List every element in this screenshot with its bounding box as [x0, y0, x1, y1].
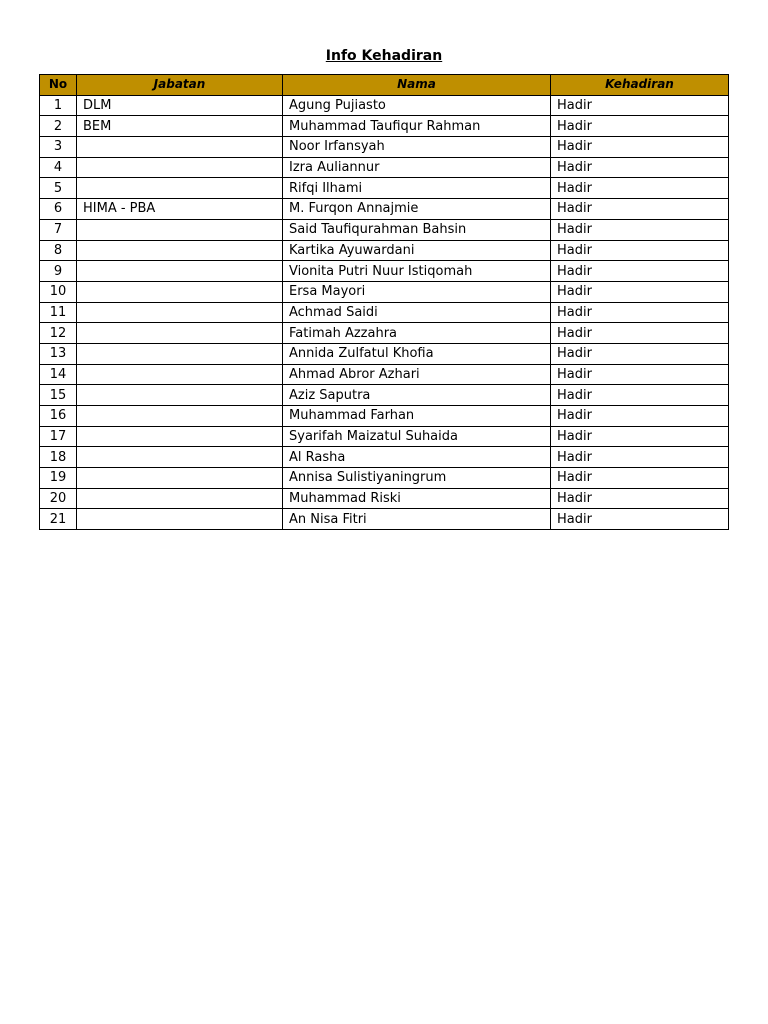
table-row — [40, 261, 729, 282]
cell-kehadiran: Hadir — [551, 343, 729, 364]
cell-no: 2 — [40, 116, 77, 137]
cell-jabatan — [77, 261, 283, 282]
cell-kehadiran: Hadir — [551, 240, 729, 261]
cell-nama: Muhammad Taufiqur Rahman — [283, 116, 551, 137]
table-row — [40, 137, 729, 158]
cell-kehadiran: Hadir — [551, 488, 729, 509]
cell-no: 20 — [40, 488, 77, 509]
cell-nama: Ahmad Abror Azhari — [283, 364, 551, 385]
cell-no: 9 — [40, 261, 77, 282]
cell-jabatan — [77, 488, 283, 509]
table-row — [40, 323, 729, 344]
cell-nama: Noor Irfansyah — [283, 137, 551, 158]
cell-nama: Said Taufiqurahman Bahsin — [283, 219, 551, 240]
cell-nama: Ersa Mayori — [283, 281, 551, 302]
cell-kehadiran: Hadir — [551, 199, 729, 220]
cell-jabatan — [77, 281, 283, 302]
cell-jabatan — [77, 219, 283, 240]
cell-no: 18 — [40, 447, 77, 468]
cell-jabatan — [77, 406, 283, 427]
cell-nama: Agung Pujiasto — [283, 95, 551, 116]
cell-kehadiran: Hadir — [551, 364, 729, 385]
cell-kehadiran: Hadir — [551, 281, 729, 302]
cell-jabatan — [77, 137, 283, 158]
cell-kehadiran: Hadir — [551, 116, 729, 137]
cell-kehadiran: Hadir — [551, 447, 729, 468]
cell-no: 6 — [40, 199, 77, 220]
column-header-kehadiran: Kehadiran — [551, 75, 729, 96]
cell-no: 11 — [40, 302, 77, 323]
cell-kehadiran: Hadir — [551, 95, 729, 116]
cell-nama: Annida Zulfatul Khofia — [283, 343, 551, 364]
cell-no: 21 — [40, 509, 77, 530]
cell-kehadiran: Hadir — [551, 426, 729, 447]
table-row — [40, 281, 729, 302]
table-row — [40, 219, 729, 240]
cell-no: 17 — [40, 426, 77, 447]
column-header-nama: Nama — [283, 75, 551, 96]
cell-no: 1 — [40, 95, 77, 116]
cell-kehadiran: Hadir — [551, 323, 729, 344]
cell-nama: Achmad Saidi — [283, 302, 551, 323]
cell-kehadiran: Hadir — [551, 468, 729, 489]
cell-nama: Kartika Ayuwardani — [283, 240, 551, 261]
cell-nama: Annisa Sulistiyaningrum — [283, 468, 551, 489]
table-row — [40, 364, 729, 385]
table-row — [40, 385, 729, 406]
cell-no: 19 — [40, 468, 77, 489]
cell-no: 12 — [40, 323, 77, 344]
cell-jabatan: HIMA - PBA — [77, 199, 283, 220]
cell-jabatan — [77, 178, 283, 199]
cell-kehadiran: Hadir — [551, 261, 729, 282]
cell-nama: Al Rasha — [283, 447, 551, 468]
cell-jabatan — [77, 509, 283, 530]
table-row — [40, 178, 729, 199]
attendance-table — [39, 74, 729, 530]
table-row — [40, 240, 729, 261]
cell-kehadiran: Hadir — [551, 302, 729, 323]
cell-no: 14 — [40, 364, 77, 385]
cell-kehadiran: Hadir — [551, 157, 729, 178]
cell-jabatan — [77, 343, 283, 364]
cell-jabatan — [77, 157, 283, 178]
table-row — [40, 468, 729, 489]
cell-no: 13 — [40, 343, 77, 364]
cell-nama: Syarifah Maizatul Suhaida — [283, 426, 551, 447]
table-row — [40, 302, 729, 323]
cell-nama: Izra Auliannur — [283, 157, 551, 178]
document-title: Info Kehadiran — [325, 48, 443, 64]
cell-jabatan — [77, 426, 283, 447]
cell-no: 15 — [40, 385, 77, 406]
table-header-row — [40, 75, 729, 96]
cell-kehadiran: Hadir — [551, 219, 729, 240]
cell-no: 7 — [40, 219, 77, 240]
table-body — [40, 95, 729, 529]
cell-jabatan — [77, 447, 283, 468]
cell-kehadiran: Hadir — [551, 406, 729, 427]
cell-nama: Muhammad Riski — [283, 488, 551, 509]
cell-jabatan — [77, 385, 283, 406]
table-row — [40, 343, 729, 364]
cell-jabatan: BEM — [77, 116, 283, 137]
table-header — [40, 75, 729, 96]
cell-jabatan: DLM — [77, 95, 283, 116]
column-header-jabatan: Jabatan — [77, 75, 283, 96]
cell-jabatan — [77, 240, 283, 261]
cell-nama: M. Furqon Annajmie — [283, 199, 551, 220]
column-header-no: No — [40, 75, 77, 96]
cell-no: 16 — [40, 406, 77, 427]
table-row — [40, 426, 729, 447]
cell-jabatan — [77, 302, 283, 323]
cell-kehadiran: Hadir — [551, 385, 729, 406]
cell-jabatan — [77, 364, 283, 385]
cell-nama: Muhammad Farhan — [283, 406, 551, 427]
table-row — [40, 509, 729, 530]
table-row — [40, 157, 729, 178]
cell-nama: Fatimah Azzahra — [283, 323, 551, 344]
table-row — [40, 488, 729, 509]
cell-kehadiran: Hadir — [551, 178, 729, 199]
cell-nama: Vionita Putri Nuur Istiqomah — [283, 261, 551, 282]
table-row — [40, 199, 729, 220]
cell-kehadiran: Hadir — [551, 137, 729, 158]
cell-jabatan — [77, 468, 283, 489]
cell-nama: Rifqi Ilhami — [283, 178, 551, 199]
cell-nama: An Nisa Fitri — [283, 509, 551, 530]
cell-no: 8 — [40, 240, 77, 261]
cell-kehadiran: Hadir — [551, 509, 729, 530]
table-row — [40, 116, 729, 137]
cell-no: 5 — [40, 178, 77, 199]
table-row — [40, 95, 729, 116]
table-row — [40, 406, 729, 427]
cell-no: 10 — [40, 281, 77, 302]
table-row — [40, 447, 729, 468]
cell-nama: Aziz Saputra — [283, 385, 551, 406]
cell-no: 4 — [40, 157, 77, 178]
cell-no: 3 — [40, 137, 77, 158]
cell-jabatan — [77, 323, 283, 344]
